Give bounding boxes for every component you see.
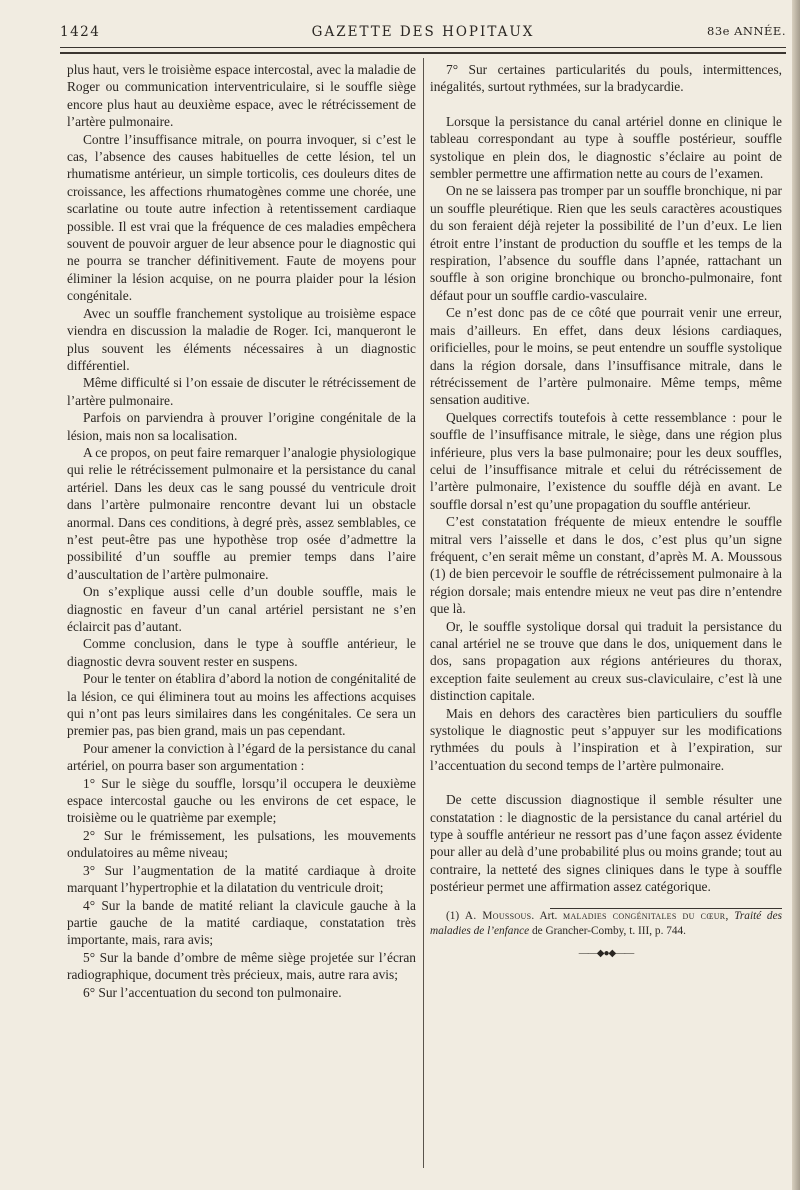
paragraph: Or, le souffle systolique dorsal qui traduit la persistance du canal artériel ne se trouve que dans le dos, uniquement dans le dos, sans propagation aux régions antérieures du thorax, exception faite seulement au creux sus-claviculaire, c’est là une distinction capitale. xyxy=(430,618,782,704)
list-item: 5° Sur la bande d’ombre de même siège projetée sur l’écran radiographique, document très précieux, mais, autre rara avis; xyxy=(67,949,416,983)
paragraph: Lorsque la persistance du canal artériel donne en clinique le tableau correspondant au type à souffle postérieur, souffle systolique en plein dos, le diagnostic s’éclaire au point de sembler permettre une affirmation nette au cours de l’examen. xyxy=(430,113,782,182)
paragraph: Mais en dehors des caractères bien particuliers du souffle systolique le diagnostic peut s’appuyer sur les modifications rythmées du pouls à l’inspiration et à l’expiration, sur l’accentuation du second temps de l’artère pulmonaire. xyxy=(430,705,782,773)
page-header xyxy=(60,24,786,44)
paragraph: Parfois on parviendra à prouver l’origine congénitale de la lésion, mais non sa localisation. xyxy=(67,410,416,443)
column-divider xyxy=(423,58,424,1168)
page-edge xyxy=(792,0,800,1190)
list-item: 6° Sur l’accentuation du second ton pulmonaire. xyxy=(83,984,342,1000)
left-column xyxy=(67,61,416,1001)
footnote-ref-prefix: Art. xyxy=(539,909,558,922)
paragraph: Contre l’insuffisance mitrale, on pourra invoquer, si c’est le cas, l’absence des causes habituelles de cette lésion, tel un rhumatisme antérieur, un simple torticolis, ces douleurs dites de croissance, les affections rhumatogènes comme une chorée, une scarlatine ou toute autre infection à retentissement cardiaque possible. Il est vrai que la fréquence de ces maladies empêchera souvent de pouvoir arguer de leur absence pour le diagnostic qui ne pourra se trancher définitivement. Faute de moyens pour éliminer la lésion acquise, on ne pourra plaider pour la lésion congénitale. xyxy=(67,131,416,304)
list-item: 7° Sur certaines particularités du pouls, intermittences, inégalités, surtout rythmées, sur la bradycardie. xyxy=(430,62,782,95)
paragraph: Pour le tenter on établira d’abord la notion de congénitalité de la lésion, ce qui éliminera tout au moins les affections acquises qui n’ont pas leurs similaires dans les congénitales. Ce sera un premier pas, pas bien grand, mais un pas cependant. xyxy=(67,671,416,739)
header-rule-thick xyxy=(60,52,786,54)
list-item: 2° Sur le frémissement, les pulsations, les mouvements ondulatoires au même niveau; xyxy=(67,827,416,861)
right-column xyxy=(430,61,782,962)
volume-year: 83e ANNÉE. xyxy=(707,24,786,38)
paragraph: On s’explique aussi celle d’un double souffle, mais le diagnostic en faveur d’un canal artériel persistant ne s’en éclaircit pas d’autant. xyxy=(67,584,416,634)
journal-title: GAZETTE DES HOPITAUX xyxy=(311,24,535,40)
paragraph: Avec un souffle franchement systolique au troisième espace viendra en discussion la maladie de Roger. Ici, manqueront le plus souvent les éléments nécessaires à un diagnostic différentiel. xyxy=(67,305,416,373)
page-number: 1424 xyxy=(60,24,101,40)
footnote-marker: (1) xyxy=(446,909,460,922)
end-ornament: ——◆●◆—— xyxy=(578,947,634,959)
footnote-work: Traité des maladies de l’enfance xyxy=(430,909,782,937)
list-item: 1° Sur le siège du souffle, lorsqu’il occupera le deuxième espace intercostal gauche ou les environs de cet espace, le troisième ou le quatrième par exemple; xyxy=(67,775,416,826)
paragraph: On ne se laissera pas tromper par un souffle bronchique, ni par un souffle pleurétique. Rien que les seuls caractères acoustiques du son feraient déjà rejeter la possibilité de l’un d’eux. Le lien étroit entre l’instant de production du souffle et les temps de la respiration, l’absence du souffle dans l’apnée, rattachant un souffle à son origine bronchique ou broncho-pulmonaire, font défaut pour un souffle cardio-vasculaire. xyxy=(430,183,782,303)
footnote-rest: de Grancher-Comby, t. III, p. 744. xyxy=(531,924,686,937)
paragraph: Comme conclusion, dans le type à souffle antérieur, le diagnostic devra souvent rester en suspens. xyxy=(67,636,416,669)
paragraph: A ce propos, on peut faire remarquer l’analogie physiologique qui relie le rétrécissement pulmonaire et la persistance du canal artériel. Dans les deux cas le sang poussé du ventricule droit dans l’artère pulmonaire rencontre devant lui un obstacle anormal. Dans ces conditions, à degré près, assez semblables, ce n’est peut-être pas une hypothèse trop osée d’admettre la possibilité d’un souffle au premier temps dans l’aire d’auscultation de l’artère pulmonaire. xyxy=(67,444,416,582)
paragraph: Ce n’est donc pas de ce côté que pourrait venir une erreur, mais d’ailleurs. En effet, dans deux lésions cardiaques, orificielles, pour le moins, se peut entendre un souffle systolique dans la région dorsale, dans l’insuffisance mitrale, dans le rétrécissement de l’artère pulmonaire. Même temps, même sensation auditive. xyxy=(430,305,782,408)
paragraph: Pour amener la conviction à l’égard de la persistance du canal artériel, on pourra baser son argumentation : xyxy=(67,740,416,774)
paragraph: C’est constatation fréquente de mieux entendre le souffle mitral vers l’aisselle et dans le dos, c’est plus qu’un signe fréquent, c’en serait même un constant, d’après M. A. Moussous (1) de bien percevoir le souffle de rétrécissement pulmonaire à la région dorsale; mais entendre mieux ne veut pas dire n’entendre que là. xyxy=(430,514,782,617)
footnote xyxy=(430,909,782,939)
header-rule xyxy=(60,47,786,48)
footnote-author: A. Moussous. xyxy=(464,909,535,922)
paragraph: De cette discussion diagnostique il semble résulter une constatation : le diagnostic de la persistance du canal artériel du type à souffle antérieur ne ressort pas d’une façon assez évidente pour aller au delà d’une probabilité plus ou moins grande; tout au contraire, la netteté des signes cliniques dans le type à souffle postérieur permet une affirmation assez catégorique. xyxy=(430,792,782,895)
paragraph: Même difficulté si l’on essaie de discuter le rétrécissement de l’artère pulmonaire. xyxy=(67,375,416,408)
paragraph: Quelques correctifs toutefois à cette ressemblance : pour le souffle de l’insuffisance mitrale, le siège, dans une région plus inférieure, plus vers la base pulmonaire; pour les deux souffles, celui de l’insuffisance mitrale et celui du rétrécissement de l’artère pulmonaire, l’existence du souffle déjà en avant. Le souffle dorsal n’est qu’une propagation du souffle antérieur. xyxy=(430,409,782,512)
list-item: 4° Sur la bande de matité reliant la clavicule gauche à la partie gauche de la matité cardiaque, constatation très importante, mais, rara avis; xyxy=(67,897,416,948)
list-item: 3° Sur l’augmentation de la matité cardiaque à droite marquant l’hypertrophie et la dilatation du ventricule droit; xyxy=(67,862,416,896)
paragraph: plus haut, vers le troisième espace intercostal, avec la maladie de Roger ou communication interventriculaire, si le souffle siège encore plus haut au deuxième espace, avec le rétrécissement de l’artère pulmonaire. xyxy=(67,62,416,130)
footnote-article: maladies congénitales du cœur, xyxy=(563,909,729,922)
